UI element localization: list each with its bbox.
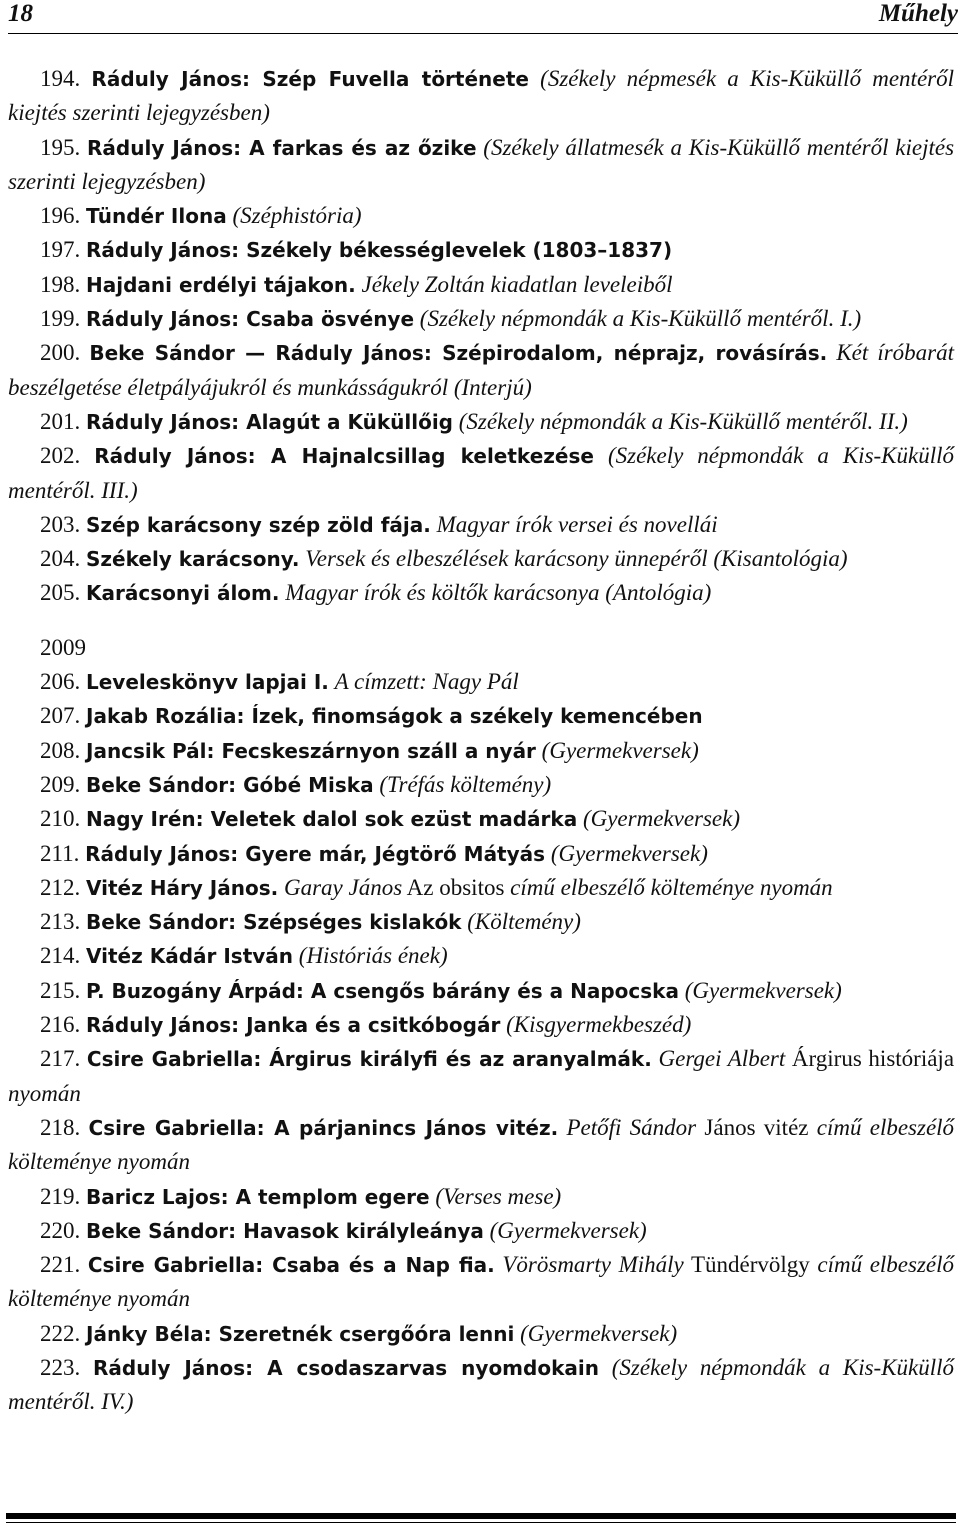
entry-subtitle: (Székely népmondák a Kis-Küküllő mentéről. III.) [8,443,955,503]
bibliography-entry [8,1248,954,1317]
page-number: 18 [8,0,33,27]
bibliography-entry [8,302,954,336]
entry-subtitle: (Tréfás költemény) [379,771,552,797]
entry-subtitle: (Székely állatmesék a Kis-Küküllő mentéről kiejtés szerinti lejegyzésben) [8,134,955,194]
entry-number: 213. [40,909,81,935]
bibliography-entry [8,62,954,131]
entry-subtitle: (Székely népmesék a Kis-Küküllő mentéről kiejtés szerinti lejegyzésben) [8,66,954,126]
bibliography-entry [8,1008,954,1042]
entry-work-title: Árgirus históriája [791,1046,955,1072]
entry-title: Csire Gabriella: Árgirus királyfi és az aranyalmák. [86,1047,652,1072]
entry-title: Székely karácsony. [86,547,300,572]
entry-subtitle: Vörösmarty Mihály [502,1252,684,1278]
entry-title: Beke Sándor — Ráduly János: Szépirodalom, néprajz, rovásírás. [89,341,828,366]
entry-number: 223. [40,1354,81,1380]
bibliography-entry [8,837,954,871]
entry-title: Jánky Béla: Szeretnék csergőóra lenni [86,1321,515,1346]
bibliography-entry [8,871,954,905]
entry-number: 202. [40,443,81,469]
bibliography-entry [8,405,954,439]
entry-title: Ráduly János: Janka és a csitkóbogár [86,1013,501,1038]
entry-subtitle: (Gyermekversek) [489,1217,647,1243]
entry-subtitle: Jékely Zoltán kiadatlan leveleiből [361,271,673,297]
entry-subtitle: (Gyermekversek) [582,806,741,832]
entry-number: 197. [40,237,81,263]
entry-number: 216. [40,1012,81,1038]
footer-rules [6,1513,956,1523]
entry-number: 219. [40,1183,81,1209]
entry-number: 210. [40,806,81,832]
entry-number: 201. [40,408,81,434]
entry-number: 218. [40,1114,81,1140]
entry-subtitle: (Széphistória) [232,203,362,229]
entry-subtitle: Két íróbarát beszélgetése életpályájukról és munkásságukról (Interjú) [8,340,955,400]
bibliography-entry [8,131,954,200]
entry-note: című elbeszélő költeménye nyomán [8,1114,955,1175]
entry-title: Tündér Ilona [86,204,227,229]
bibliography-entry [8,1111,954,1180]
entry-title: Ráduly János: Székely békességlevelek (1803–1837) [86,238,673,263]
bibliography-list [8,62,954,1420]
entry-work-title: János vitéz [704,1114,809,1140]
entry-subtitle: (Gyermekversek) [550,840,708,866]
entry-title: Beke Sándor: Szépséges kislakók [86,910,462,935]
entry-subtitle: Magyar írók és költők karácsonya (Antológia) [285,580,712,606]
entry-title: Beke Sándor: Góbé Miska [86,772,374,797]
bibliography-entry [8,939,954,973]
entry-subtitle: (Gyermekversek) [684,977,842,1003]
entry-subtitle: Versek és elbeszélések karácsony ünnepéről (Kisantológia) [305,546,848,572]
entry-subtitle: A címzett: Nagy Pál [334,669,519,695]
entry-subtitle: Petőfi Sándor [566,1114,697,1140]
entry-number: 205. [40,580,81,606]
entry-number: 206. [40,669,81,695]
entry-title: Ráduly János: A csodaszarvas nyomdokain [93,1355,599,1380]
bibliography-entry [8,699,954,733]
bibliography-entry [8,1214,954,1248]
entry-title: Karácsonyi álom. [86,581,280,606]
entry-number: 222. [40,1320,81,1346]
entry-subtitle: Garay János [283,874,403,900]
entry-title: Baricz Lajos: A templom egere [86,1184,430,1209]
entry-number: 209. [40,771,81,797]
entry-note: című elbeszélő költeménye nyomán [8,1252,955,1312]
entry-subtitle: (Székely népmondák a Kis-Küküllő mentéről. I.) [419,306,862,332]
entry-number: 217. [40,1046,81,1072]
footer-thin-rule [6,1522,956,1523]
entry-note: nyomán [8,1080,81,1106]
entry-subtitle: (Históriás ének) [298,943,448,969]
bibliography-entry [8,768,954,802]
entry-subtitle: (Gyermekversek) [520,1320,678,1346]
bibliography-entry [8,268,954,302]
entry-subtitle: (Kisgyermekbeszéd) [506,1012,692,1038]
entry-title: Vitéz Kádár István [86,944,294,969]
footer-thick-rule [6,1513,956,1519]
bibliography-entry [8,905,954,939]
entry-number: 212. [40,874,81,900]
entry-number: 194. [40,66,81,91]
entry-title: Ráduly János: Gyere már, Jégtörő Mátyás [85,841,546,866]
entries-part2 [8,665,954,1420]
entry-number: 198. [40,271,81,297]
entry-title: P. Buzogány Árpád: A csengős bárány és a Napocska [86,978,679,1003]
entry-number: 221. [40,1252,81,1278]
bibliography-entry [8,542,954,576]
entry-number: 196. [40,203,81,229]
bibliography-entry [8,974,954,1008]
section-title: Műhely [878,0,958,27]
entry-subtitle: (Székely népmondák a Kis-Küküllő mentéről. II.) [458,408,908,434]
entry-title: Ráduly János: A Hajnalcsillag keletkezése [94,444,594,469]
bibliography-entry [8,439,954,508]
entry-title: Jakab Rozália: Ízek, finomságok a székely kemencében [86,704,703,729]
bibliography-entry [8,1180,954,1214]
entry-title: Beke Sándor: Havasok királyleánya [86,1218,484,1243]
entry-number: 200. [40,340,81,366]
entry-title: Leveleskönyv lapjai I. [86,670,329,695]
bibliography-entry [8,1351,954,1420]
entry-title: Ráduly János: Alagút a Küküllőig [86,409,454,434]
entry-subtitle: (Gyermekversek) [541,737,699,763]
entry-title: Ráduly János: A farkas és az őzike [87,135,477,160]
bibliography-entry [8,1317,954,1351]
bibliography-entry [8,802,954,836]
entry-number: 208. [40,737,81,763]
entry-number: 195. [40,134,81,160]
bibliography-entry [8,199,954,233]
entry-number: 203. [40,511,81,537]
entry-subtitle: Gergei Albert [658,1046,786,1072]
year-heading-2009: 2009 [40,634,86,660]
entry-number: 204. [40,546,81,572]
entry-number: 214. [40,943,81,969]
header-rule [8,33,958,34]
entry-subtitle: (Költemény) [467,909,581,935]
entry-title: Nagy Irén: Veletek dalol sok ezüst madárka [86,807,578,832]
entry-work-title: Tündérvölgy [690,1252,810,1278]
entry-title: Ráduly János: Szép Fuvella története [91,67,529,91]
bibliography-entry [8,665,954,699]
entry-number: 215. [40,977,81,1003]
bibliography-entry [8,508,954,542]
entry-number: 211. [40,840,80,866]
bibliography-entry [8,233,954,267]
bibliography-entry [8,336,954,405]
entry-number: 220. [40,1217,81,1243]
bibliography-entry [8,576,954,610]
entries-part1 [8,62,954,611]
entry-title: Ráduly János: Csaba ösvénye [86,307,415,332]
entry-title: Csire Gabriella: Csaba és a Nap fia. [87,1253,495,1278]
entry-title: Jancsik Pál: Fecskeszárnyon száll a nyár [86,738,536,763]
entry-number: 207. [40,703,81,729]
bibliography-entry [8,1042,954,1111]
entry-number: 199. [40,306,81,332]
bibliography-entry [8,734,954,768]
entry-subtitle: Magyar írók versei és novellái [436,511,718,537]
entry-subtitle: (Verses mese) [435,1183,562,1209]
entry-title: Csire Gabriella: A párjanincs János vitéz. [88,1115,559,1140]
page-header [8,0,958,30]
entry-work-title: Az obsitos [406,874,505,900]
entry-title: Hajdani erdélyi tájakon. [86,272,356,297]
entry-subtitle: (Székely népmondák a Kis-Küküllő mentéről. IV.) [8,1354,955,1415]
entry-title: Vitéz Háry János. [86,875,279,900]
entry-title: Szép karácsony szép zöld fája. [86,512,431,537]
entry-note: című elbeszélő költeménye nyomán [510,874,833,900]
